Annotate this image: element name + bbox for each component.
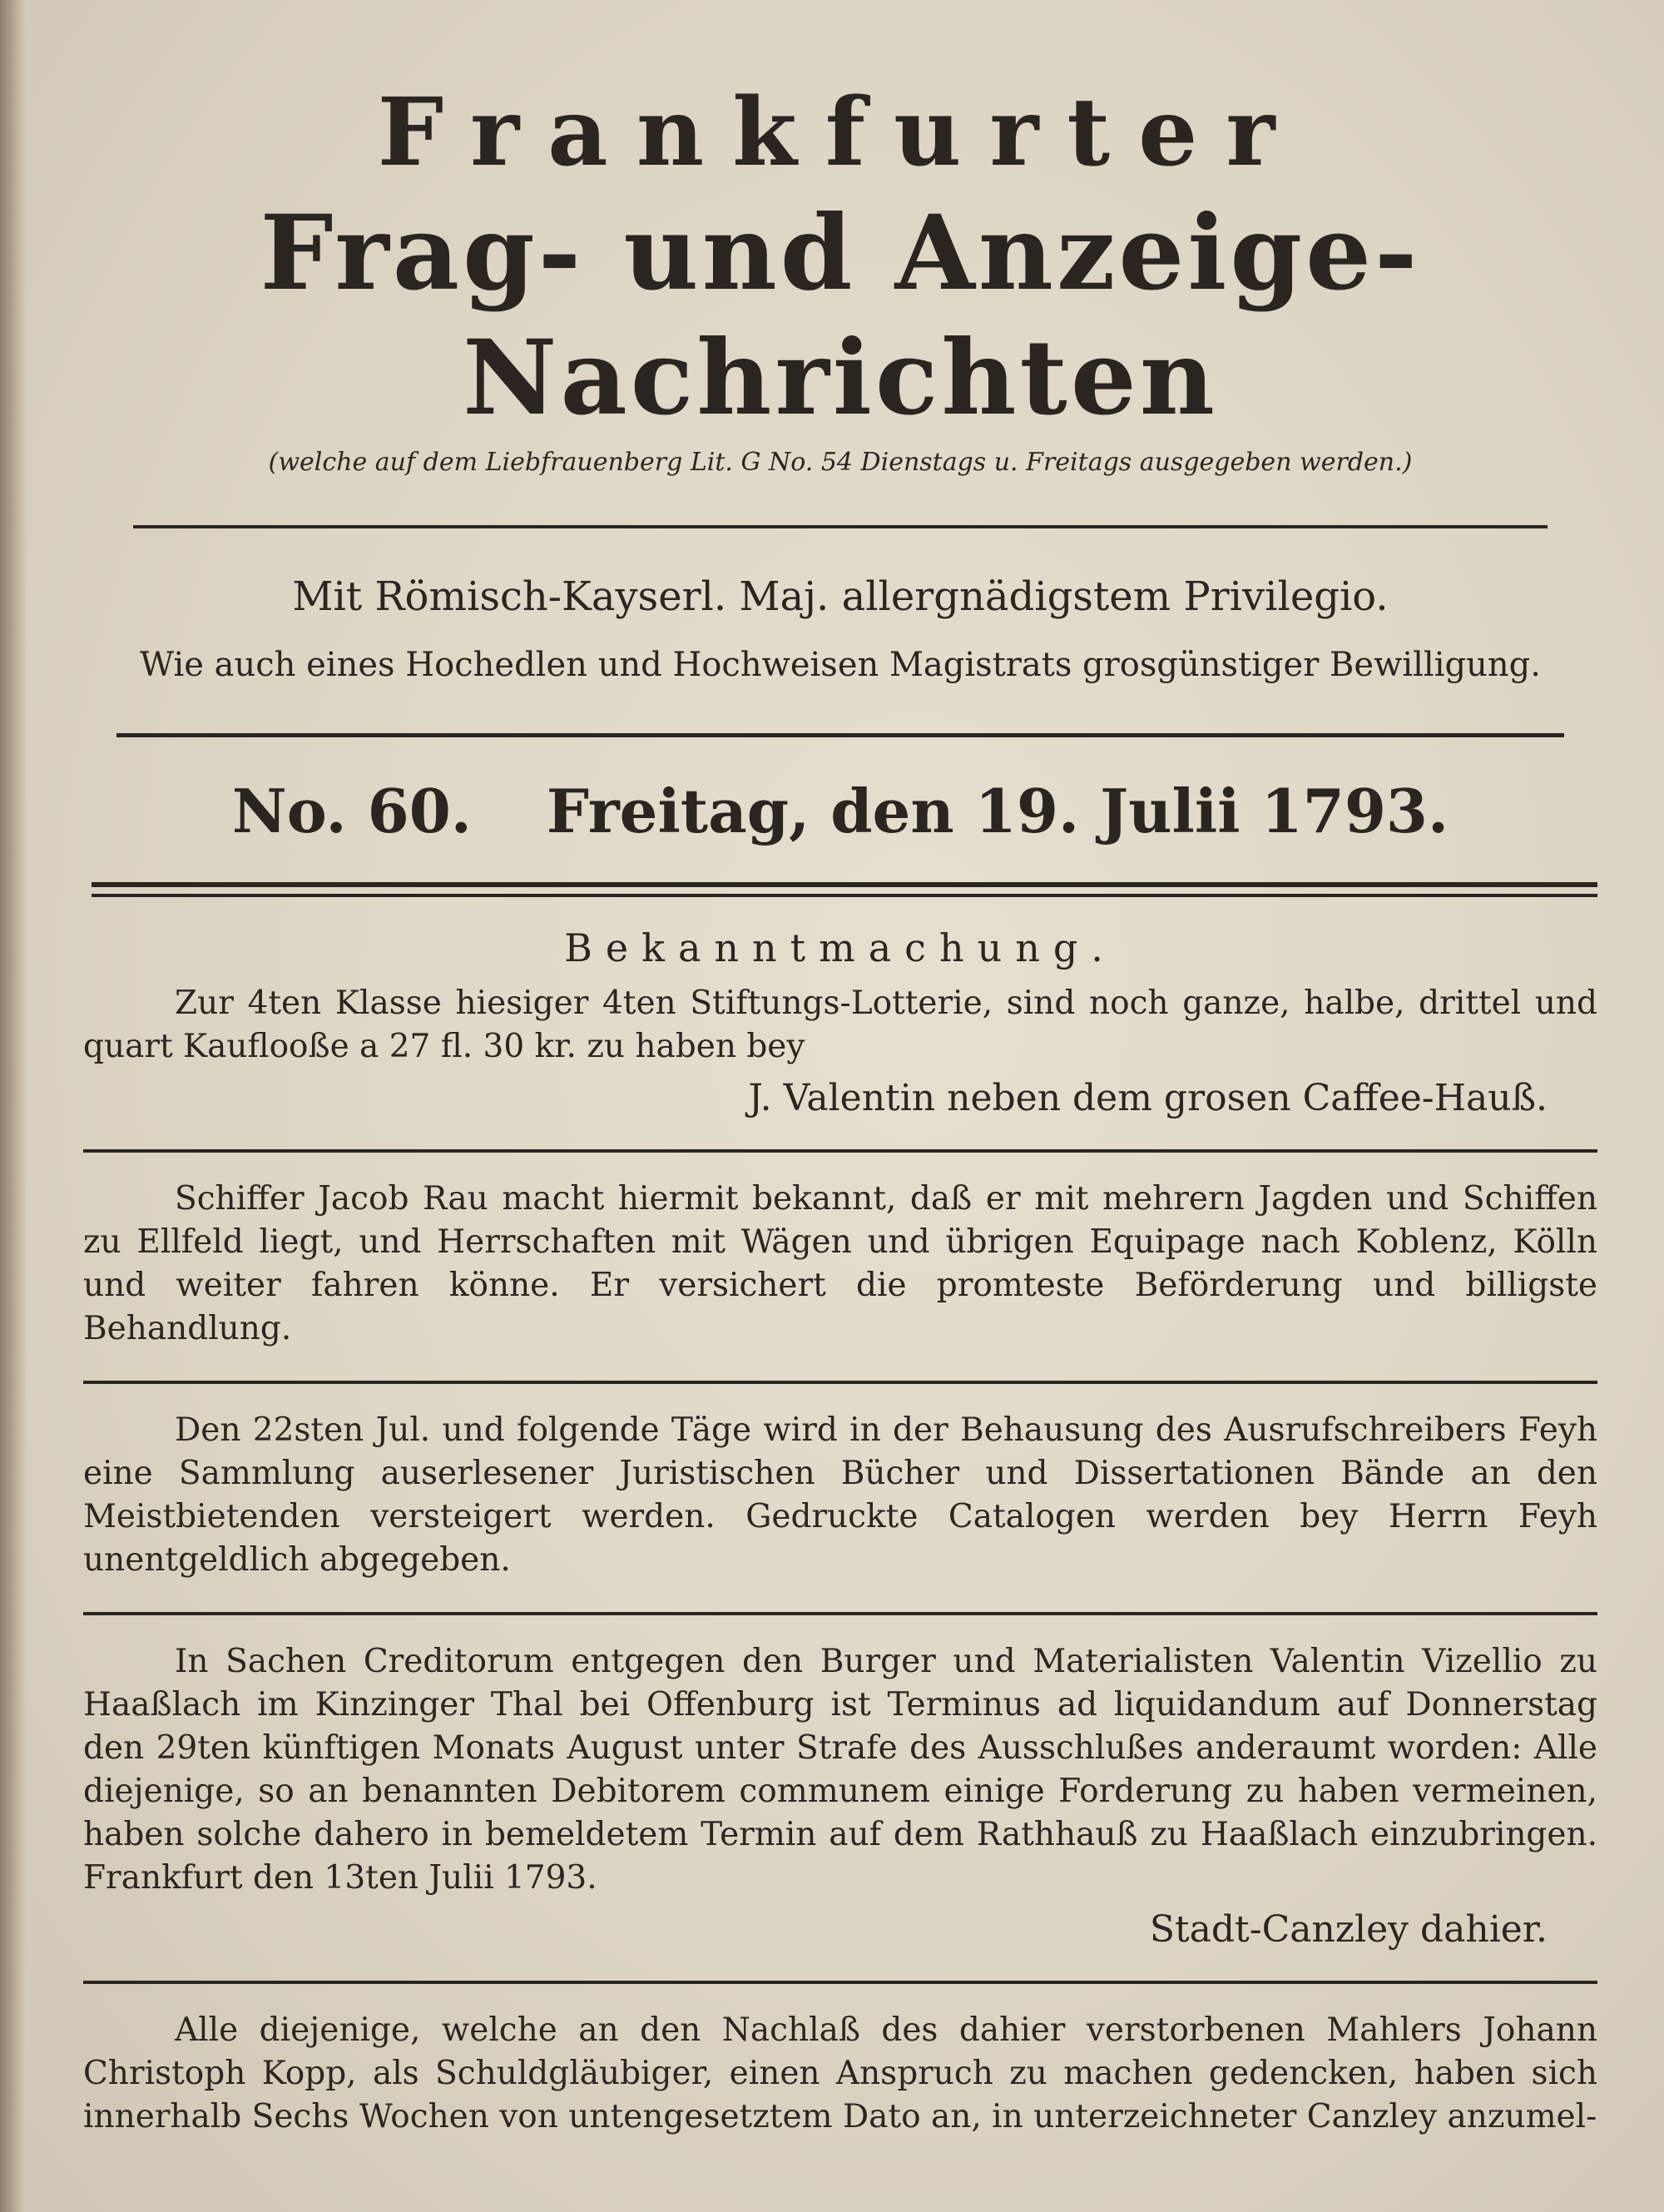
notice-signature: Stadt-Canzley dahier. (1149, 1908, 1548, 1951)
page-content (83, 67, 1597, 2139)
notice-signature: J. Valentin neben dem grosen Caffee-Hauß. (748, 1077, 1548, 1119)
approval-line: Wie auch eines Hochedlen und Hochweisen Magistrats grosgünstiger Bewilligung. (140, 646, 1541, 684)
issue-number: No. 60. (231, 776, 472, 846)
notice-lottery: Zur 4ten Klasse hiesiger 4ten Stiftungs-Lotterie, sind noch ganze, halbe, drittel und quart Kauflooße a 27 fl. 30 kr. zu haben bey (83, 984, 1597, 1065)
notice-auction: Den 22sten Jul. und folgende Täge wird in der Behausung des Ausrufschreibers Feyh eine Sammlung auserlesener Juristischen Bücher und Dissertationen Bände an den Meistbietenden versteigert werden. Gedruckte Catalogen werden bey Herrn Feyh unentgeldlich abgegeben. (83, 1411, 1597, 1579)
double-divider (92, 882, 1597, 897)
divider (116, 733, 1564, 737)
masthead-title: Frankfurter (377, 78, 1304, 187)
issue-date: Freitag, den 19. Julii 1793. (546, 776, 1449, 846)
binding-gutter (0, 0, 27, 2212)
publication-note: (welche auf dem Liebfrauenberg Lit. G No. 54 Dienstags u. Freitags ausgegeben werden.) (268, 448, 1413, 477)
divider (83, 1612, 1597, 1615)
divider (83, 1149, 1597, 1153)
privilege-line: Mit Römisch-Kayserl. Maj. allergnädigstem Privilegio. (292, 573, 1389, 620)
masthead-subtitle-title: Frag- und Anzeige-Nachrichten (260, 193, 1421, 439)
notice-estate: Alle diejenige, welche an den Nachlaß des dahier verstorbenen Mahlers Johann Christoph Kopp, als Schuldgläubiger, einen Anspruch zu machen gedencken, haben sich innerhalb Sechs Wochen von untengesetztem Dato an, in unterzeichneter Canzley anzumel- (83, 2011, 1597, 2135)
issue-line (83, 774, 1597, 849)
divider (83, 1381, 1597, 1384)
divider (83, 1981, 1597, 1984)
notice-creditors: In Sachen Creditorum entgegen den Burger und Materialisten Valentin Vizellio zu Haaßlach im Kinzinger Thal bei Offenburg ist Terminus ad liquidandum auf Donnerstag den 29ten künftigen Monats August unter Strafe des Ausschlußes anderaumt worden: Alle diejenige, so an benannten Debitorem communem einige Forderung zu haben vermeinen, haben solche dahero in bemeldetem Termin auf dem Rathhauß zu Haaßlach einzubringen. Frankfurt den 13ten Julii 1793. (83, 1643, 1597, 1897)
notice-shipping: Schiffer Jacob Rau macht hiermit bekannt, daß er mit mehrern Jagden und Schiffen zu Ellfeld liegt, und Herrschaften mit Wägen und übrigen Equipage nach Koblenz, Kölln und weiter fahren könne. Er versichert die promteste Beförderung und billigste Behandlung. (83, 1180, 1597, 1347)
notice-title: Bekanntmachung. (564, 925, 1117, 970)
divider (133, 525, 1548, 528)
